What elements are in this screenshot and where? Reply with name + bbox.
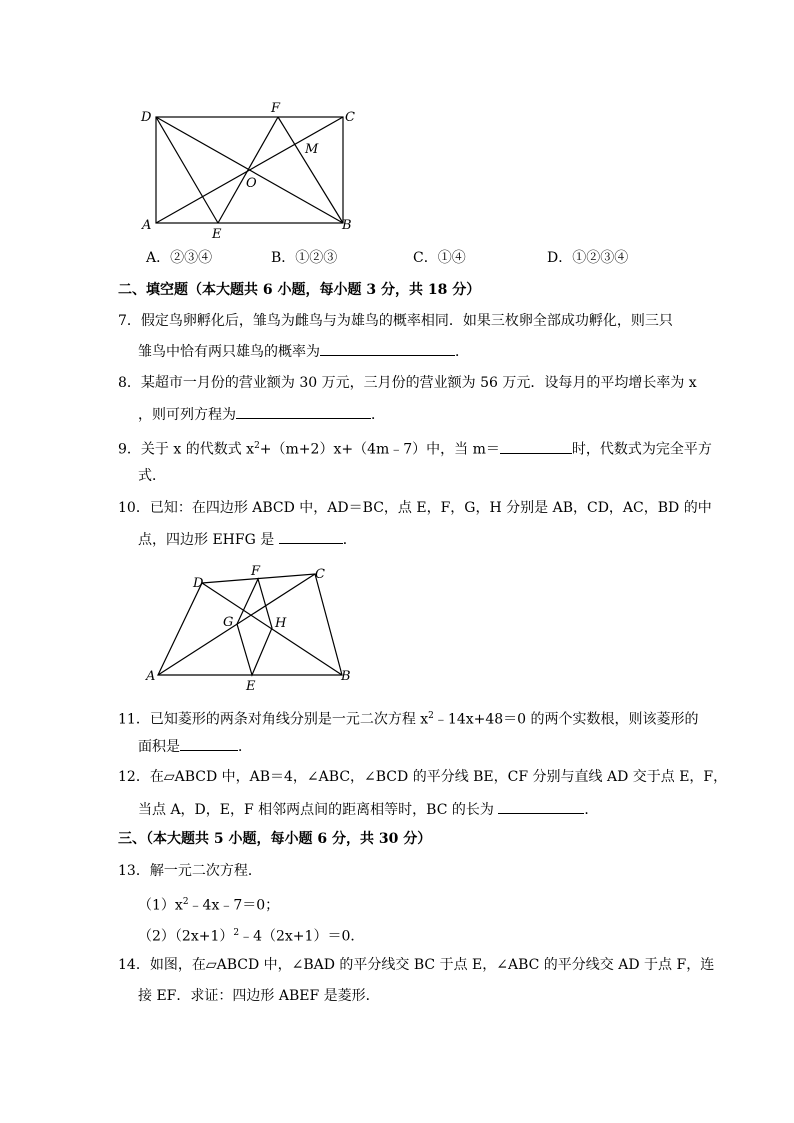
q14-line1: 14．如图，在▱ABCD 中，∠BAD 的平分线交 BC 于点 E，∠ABC 的平分线交 AD 于点 F，连 — [118, 957, 715, 973]
label-b: B — [342, 218, 352, 233]
label-f: F — [251, 564, 261, 579]
q7-answer-blank — [320, 341, 455, 356]
q13-title: 13．解一元二次方程． — [118, 863, 262, 879]
quadrilateral-abcd — [158, 574, 342, 675]
q12-line2: 当点 A，D，E，F 相邻两点间的距离相等时，BC 的长为 ． — [138, 799, 598, 820]
q12-answer-blank — [498, 799, 584, 814]
label-a: A — [146, 669, 156, 684]
option-b: B．①②③ — [271, 250, 338, 266]
q14-line2: 接 EF．求证：四边形 ABEF 是菱形． — [138, 988, 380, 1004]
q9-line2: 式． — [138, 468, 166, 484]
label-h: H — [275, 616, 287, 631]
label-c: C — [315, 567, 325, 582]
section-2-heading: 二、填空题（本大题共 6 小题，每小题 3 分，共 18 分） — [118, 282, 481, 298]
q11-line2: 面积是 ． — [138, 736, 252, 757]
option-c: C．①④ — [413, 250, 466, 266]
q8-line1: 8．某超市一月份的营业额为 30 万元，三月份的营业额为 56 万元．设每月的平均增长率为 x — [118, 375, 697, 391]
q12-line1: 12．在▱ABCD 中，AB＝4，∠ABC，∠BCD 的平分线 BE，CF 分别与直线 AD 交于点 E，F， — [118, 769, 728, 785]
q13-part2: $(2)(2x+1)^2﹣4(2x+1)=0$． — [138, 928, 365, 945]
q13-part1: $(1)x^2﹣4x﹣7=0$； — [138, 897, 280, 914]
q8-line2: ，则可列方程为 ． — [138, 404, 385, 425]
label-o: O — [246, 176, 257, 191]
q7-line2: 雏鸟中恰有两只雄鸟的概率为 ． — [138, 341, 469, 362]
q8-answer-blank — [236, 404, 371, 419]
q10-line2: 点，四边形 EHFG 是 ． — [138, 529, 357, 550]
label-g: G — [223, 615, 234, 630]
q7-line1: 7．假定鸟卵孵化后，雏鸟为雌鸟与为雄鸟的概率相同．如果三枚卵全部成功孵化，则三只 — [118, 313, 673, 329]
q9-answer-blank — [500, 439, 572, 454]
q11-line1: 11．已知菱形的两条对角线分别是一元二次方程 $x^2﹣14x+48=0$ 的两个实数根，则该菱形的 — [118, 711, 699, 728]
quadrilateral-ehfg — [237, 579, 272, 675]
figure-quadrilateral-diagram — [140, 560, 360, 695]
segment-ef — [218, 117, 278, 223]
q10-answer-blank — [279, 529, 343, 544]
q9-line1: 9．关于 x 的代数式 $x^2+(m+2)x+(4m﹣7)$中，当 m＝ 时，代数式为完全平方 — [118, 436, 712, 460]
section-3-heading: 三、（本大题共 5 小题，每小题 6 分，共 30 分） — [118, 831, 432, 847]
segment-fb — [278, 117, 343, 223]
label-a: A — [142, 218, 152, 233]
label-d: D — [193, 576, 204, 591]
label-m: M — [305, 142, 319, 157]
label-d: D — [141, 110, 152, 125]
label-c: C — [345, 110, 355, 125]
figure-rectangle-diagram — [130, 98, 370, 243]
q11-answer-blank — [180, 736, 238, 751]
segment-de — [156, 117, 218, 223]
option-d: D．①②③④ — [547, 250, 629, 266]
label-f: F — [271, 101, 281, 116]
label-e: E — [246, 679, 256, 694]
q10-line1: 10．已知：在四边形 ABCD 中，AD＝BC，点 E，F，G，H 分别是 AB，CD，AC，BD 的中 — [118, 500, 712, 516]
label-b: B — [341, 669, 351, 684]
option-a: A．②③④ — [146, 250, 213, 266]
label-e: E — [212, 227, 222, 242]
